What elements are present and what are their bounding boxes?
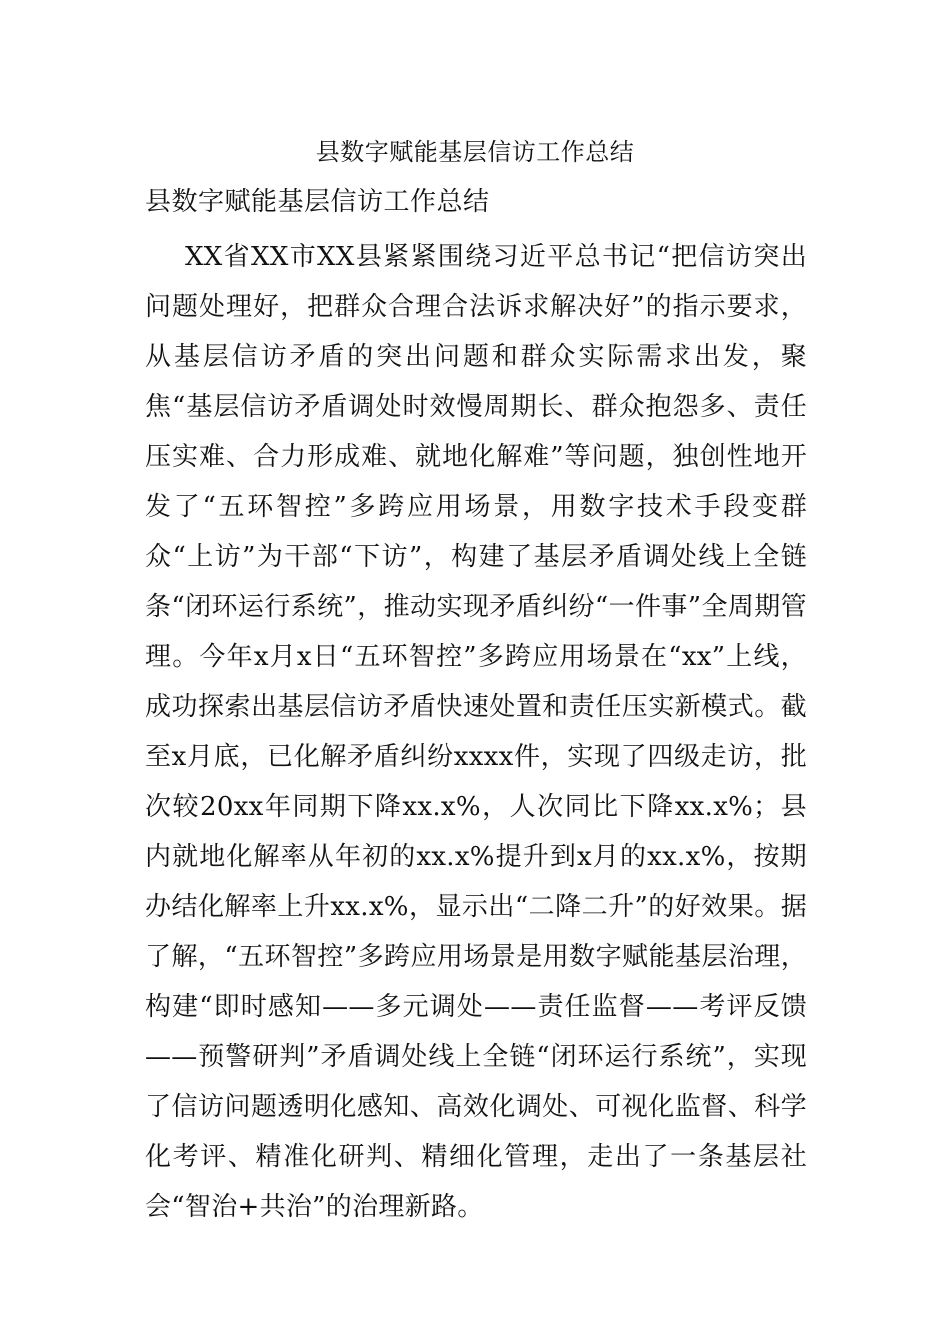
document-subtitle: 县数字赋能基层信访工作总结 (145, 187, 490, 217)
document-title: 县数字赋能基层信访工作总结 (315, 138, 635, 166)
body-paragraph: XX省XX市XX县紧紧围绕习近平总书记“把信访突出问题处理好，把群众合理合法诉求解决好”的指示要求，从基层信访矛盾的突出问题和群众实际需求出发，聚焦“基层信访矛盾调处时效慢周期长、群众抱怨多、责任压实难、合力形成难、就地化解难”等问题，独创性地开发了“五环智控”多跨应用场景，用数字技术手段变群众“上访”为干部“下访”，构建了基层矛盾调处线上全链条“闭环运行系统”，推动实现矛盾纠纷“一件事”全周期管理。今年x月x日“五环智控”多跨应用场景在“xx”上线，成功探索出基层信访矛盾快速处置和责任压实新模式。截至x月底，已化解矛盾纠纷xxxx件，实现了四级走访，批次较20xx年同期下降xx.x%，人次同比下降xx.x%；县内就地化解率从年初的xx.x%提升到x月的xx.x%，按期办结化解率上升xx.x%，显示出“二降二升”的好效果。据了解，“五环智控”多跨应用场景是用数字赋能基层治理，构建“即时感知——多元调处——责任监督——考评反馈——预警研判”矛盾调处线上全链“闭环运行系统”，实现了信访问题透明化感知、高效化调处、可视化监督、科学化考评、精准化研判、精细化管理，走出了一条基层社会“智治+共治”的治理新路。 (145, 242, 807, 1222)
